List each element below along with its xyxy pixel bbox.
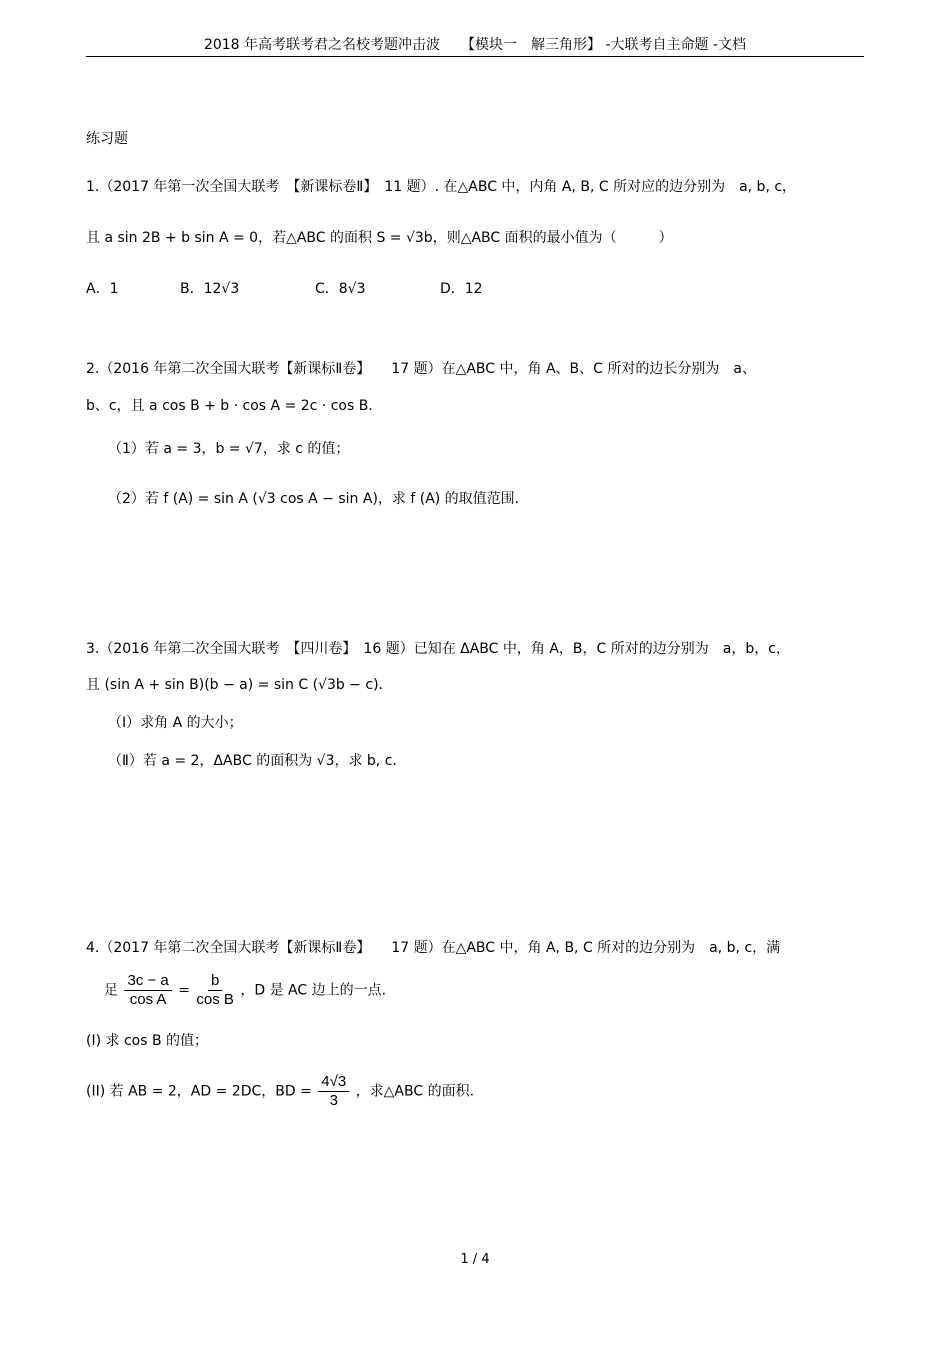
- question-3-part-2: （Ⅱ）若 a = 2，ΔABC 的面积为 √3，求 b, c.: [108, 753, 397, 769]
- fraction-4-root-3-over-3: [318, 1073, 349, 1110]
- question-1-stem-line1: 1.（2017 年第一次全国大联考 【新课标卷Ⅱ】 11 题）. 在△ABC 中，内角 A, B, C 所对应的边分别为 a, b, c，: [86, 179, 797, 195]
- question-4-condition-prefix: 足: [104, 982, 118, 999]
- fraction-numerator: 3c − a: [124, 972, 171, 991]
- question-4-part-2: [86, 1073, 484, 1110]
- fraction-denominator: 3: [329, 1092, 338, 1109]
- question-1-stem-line2: 且 a sin 2B + b sin A = 0，若△ABC 的面积 S = √3b，则△ABC 面积的最小值为（ ）: [86, 230, 673, 246]
- question-4-condition: [104, 972, 386, 1009]
- question-4-part-2-prefix: (II) 若 AB = 2，AD = 2DC，BD =: [86, 1083, 312, 1100]
- fraction-3c-minus-a-over-cos-a: [124, 972, 171, 1009]
- section-title: 练习题: [86, 131, 128, 147]
- fraction-b-over-cos-b: [196, 972, 234, 1009]
- fraction-numerator: b: [208, 972, 222, 991]
- question-2-stem-line1: 2.（2016 年第二次全国大联考【新课标Ⅱ卷】 17 题）在△ABC 中，角 A、B、C 所对的边长分别为 a、: [86, 361, 756, 377]
- question-4-part-1: (Ⅰ) 求 cos B 的值；: [86, 1033, 209, 1049]
- fraction-denominator: cos A: [129, 991, 167, 1008]
- question-2-part-1: （1）若 a = 3，b = √7，求 c 的值；: [108, 441, 350, 457]
- question-3-stem-line2: 且 (sin A + sin B)(b − a) = sin C (√3b − c)．: [86, 677, 393, 693]
- question-4-stem-line1: 4.（2017 年第二次全国大联考【新课标Ⅱ卷】 17 题）在△ABC 中，角 A, B, C 所对的边分别为 a, b, c，满: [86, 940, 781, 956]
- page-header: 2018 年高考联考君之名校考题冲击波 【模块一 解三角形】 -大联考自主命题 -文档: [86, 36, 864, 57]
- question-1-option-c: C．8√3: [315, 281, 366, 297]
- fraction-numerator: 4√3: [318, 1073, 349, 1092]
- question-2-part-2: （2）若 f (A) = sin A (√3 cos A − sin A)，求 f (A) 的取值范围.: [108, 491, 520, 507]
- fraction-denominator: cos B: [196, 991, 234, 1008]
- equals-sign: =: [178, 982, 190, 999]
- question-4-part-2-suffix: ，求△ABC 的面积．: [355, 1083, 484, 1100]
- question-1-option-b: B．12√3: [180, 281, 240, 297]
- question-2-stem-line2: b、c，且 a cos B + b · cos A = 2c · cos B．: [86, 398, 383, 414]
- question-3-stem-line1: 3.（2016 年第二次全国大联考 【四川卷】 16 题）已知在 ΔABC 中，角 A，B，C 所对的边分别为 a，b，c，: [86, 641, 790, 657]
- page-number: 1 / 4: [460, 1252, 490, 1267]
- question-3-part-1: （Ⅰ）求角 A 的大小；: [108, 715, 243, 731]
- question-4-condition-suffix: ，D 是 AC 边上的一点.: [240, 982, 387, 999]
- question-1-option-a: A．1: [86, 281, 119, 297]
- question-1-option-d: D．12: [440, 281, 483, 297]
